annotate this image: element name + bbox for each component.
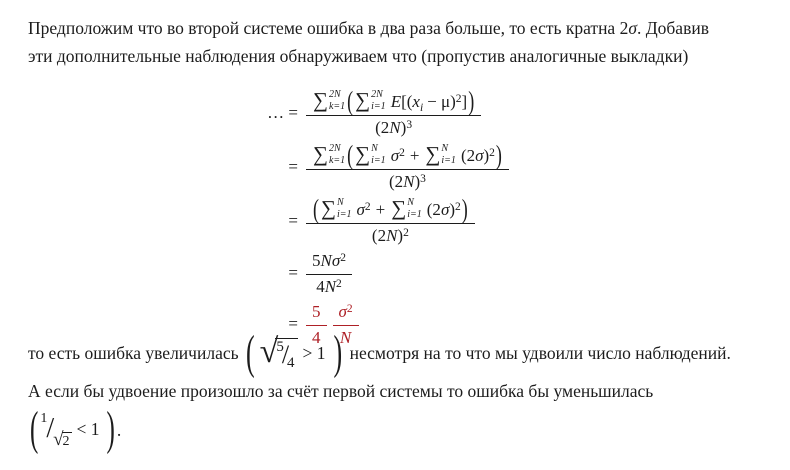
math-token-N: N [324, 277, 337, 296]
math-token-minus-mu: − μ) [427, 92, 456, 111]
equals-sign: = [288, 314, 298, 333]
math-token-sigma: σ [331, 251, 341, 270]
close-paren: ) [495, 140, 502, 170]
math-token: (2 [426, 200, 441, 219]
sigma-symbol: ∑ [313, 88, 328, 112]
fraction-numerator: σ 2 [333, 300, 359, 326]
fraction-denominator: 4 [287, 354, 295, 371]
radicand [275, 338, 297, 371]
intro-line-1 [28, 14, 709, 42]
conclusion-text-pre: то есть ошибка увеличилась [28, 342, 243, 363]
summation-sign [321, 197, 352, 220]
fraction-denominator: (2 N ) 2 [371, 226, 409, 245]
summation-sign [355, 89, 386, 112]
summation-lower-limit: i=1 [336, 208, 352, 220]
fraction-numerator: 5 [276, 339, 284, 355]
math-token: ) [414, 172, 421, 191]
math-token-N: N [339, 328, 352, 347]
close-paren: ) [461, 194, 468, 224]
summation-limits [371, 89, 386, 112]
math-token-N: N [320, 251, 332, 270]
fraction-numerator [306, 300, 327, 326]
math-token: ) [397, 226, 404, 245]
math-token-N: N [403, 172, 415, 191]
math-token-x: x [412, 92, 420, 111]
equation-block [248, 87, 509, 351]
plus-sign: + [409, 146, 420, 165]
math-token: ) [449, 200, 455, 219]
equals-sign: = [288, 263, 298, 282]
fraction-denominator: (2 N ) 3 [388, 172, 426, 191]
summation-lower-limit: i=1 [441, 154, 456, 166]
case-fraction [40, 406, 71, 452]
math-token: 4 [312, 328, 321, 347]
summation-sign [355, 143, 386, 166]
fraction-slash: / [46, 413, 55, 444]
fraction-denominator: 4 N 2 [316, 277, 342, 296]
summation-upper-limit: N [407, 197, 414, 208]
summation-lower-limit: i=1 [407, 208, 422, 220]
summation-upper-limit: N [371, 143, 378, 154]
equation-row-4 [248, 249, 509, 297]
fraction [306, 87, 481, 138]
radicand: 2 [62, 433, 70, 449]
math-token-bracket-close: ] [461, 92, 468, 111]
fraction-denominator: (2 N ) 3 [375, 118, 413, 137]
sigma-symbol: ∑ [425, 142, 441, 166]
fraction-numerator: 1 [40, 411, 48, 426]
square-root [260, 335, 298, 371]
radical-icon: √ [53, 428, 64, 450]
inequality-less-than-one: < 1 [76, 418, 100, 439]
sigma-symbol: ∑ [391, 196, 407, 220]
math-token-sigma: σ [338, 302, 347, 321]
summation-limits [407, 197, 422, 220]
intro-text-post: . Добавив [636, 18, 709, 38]
equals-sign: = [288, 156, 298, 176]
equation-row-2 [248, 141, 509, 192]
summation-limits [329, 143, 345, 166]
summation-limits [329, 89, 345, 112]
math-token-sigma: σ [390, 146, 400, 165]
math-token-brackets: [( [401, 92, 413, 111]
summation-limits [371, 143, 386, 166]
summation-limits [441, 143, 456, 166]
fraction-numerator: 5 N σ 2 [306, 249, 352, 275]
radical-icon: √ [259, 333, 279, 370]
fraction-slash: / [281, 340, 290, 369]
sigma-symbol: ∑ [355, 142, 371, 166]
math-token-sigma: σ [440, 200, 450, 219]
close-paren: ) [106, 403, 115, 455]
fraction-numerator: ∑ 2N k=1 ( ∑ 2N i=1 E [( x i − μ) 2 ] ) [306, 87, 481, 116]
math-token: 5 [312, 302, 321, 321]
square-root [53, 430, 71, 449]
open-paren: ( [347, 86, 354, 116]
math-token-sigma: σ [356, 200, 365, 219]
math-token: (2 [375, 118, 390, 137]
fraction [306, 249, 352, 297]
math-token-E: E [390, 92, 402, 111]
summation-sign [425, 143, 456, 166]
sigma-inline-symbol: σ [628, 18, 637, 38]
paragraph-conclusion-2: А если бы удвоение произошло за счёт первой системы то ошибка бы уменьшилась [28, 381, 654, 401]
math-token: ) [483, 146, 490, 165]
conclusion-text-post: несмотря на то что мы удвоили число наблюдений. [345, 342, 731, 363]
summation-upper-limit: 2N [328, 89, 341, 100]
equation-row-3 [248, 195, 509, 246]
math-token-sigma: σ [475, 146, 484, 165]
open-paren: ( [30, 403, 39, 455]
math-token: 4 [316, 277, 325, 296]
summation-upper-limit: 2N [371, 89, 383, 100]
close-paren: ) [468, 86, 475, 116]
math-token: (2 [371, 226, 387, 245]
summation-upper-limit: 2N [328, 143, 341, 154]
sigma-symbol: ∑ [321, 196, 336, 220]
math-token-N: N [386, 226, 398, 245]
intro-line-2: эти дополнительные наблюдения обнаруживаем что (пропустив аналогичные выкладки) [28, 46, 689, 66]
math-token: (2 [388, 172, 404, 191]
paragraph-intro [28, 14, 709, 70]
summation-limits [337, 197, 352, 220]
summation-upper-limit: N [336, 197, 344, 208]
final-formula [28, 402, 121, 456]
sigma-symbol: ∑ [355, 88, 371, 112]
summation-lower-limit: k=1 [328, 154, 346, 166]
summation-upper-limit: N [441, 143, 449, 154]
fraction [306, 141, 509, 192]
math-token: (2 [460, 146, 476, 165]
paragraph-conclusion-1 [28, 325, 731, 381]
equation-row-1 [248, 87, 509, 138]
equals-sign: … = [267, 102, 298, 122]
fraction-numerator: ( ∑ N i=1 σ 2 + ∑ N i=1 (2 σ ) 2 ) [306, 195, 475, 224]
plus-sign: + [375, 200, 386, 219]
summation-sign [313, 143, 345, 166]
summation-sign [391, 197, 422, 220]
math-token: 5 [312, 251, 321, 270]
intro-text-pre: Предположим что во второй системе ошибка в два раза больше, то есть кратна 2 [28, 18, 629, 38]
sigma-symbol: ∑ [313, 142, 328, 166]
summation-lower-limit: i=1 [371, 100, 386, 112]
open-paren: ( [245, 325, 255, 379]
open-paren: ( [313, 194, 319, 224]
fraction [306, 195, 475, 246]
open-paren: ( [347, 140, 354, 170]
math-token-N: N [389, 118, 401, 137]
summation-sign [313, 89, 345, 112]
close-paren: ) [333, 325, 343, 379]
equals-sign: = [288, 210, 298, 230]
inequality-greater-than-one: > 1 [302, 342, 326, 363]
fraction-numerator: ∑ 2N k=1 ( ∑ N i=1 σ 2 + ∑ N i=1 (2 σ ) 2 ) [306, 141, 509, 170]
sentence-period: . [116, 420, 122, 440]
summation-lower-limit: i=1 [371, 154, 386, 166]
math-token: ) [400, 118, 407, 137]
summation-lower-limit: k=1 [328, 100, 346, 112]
